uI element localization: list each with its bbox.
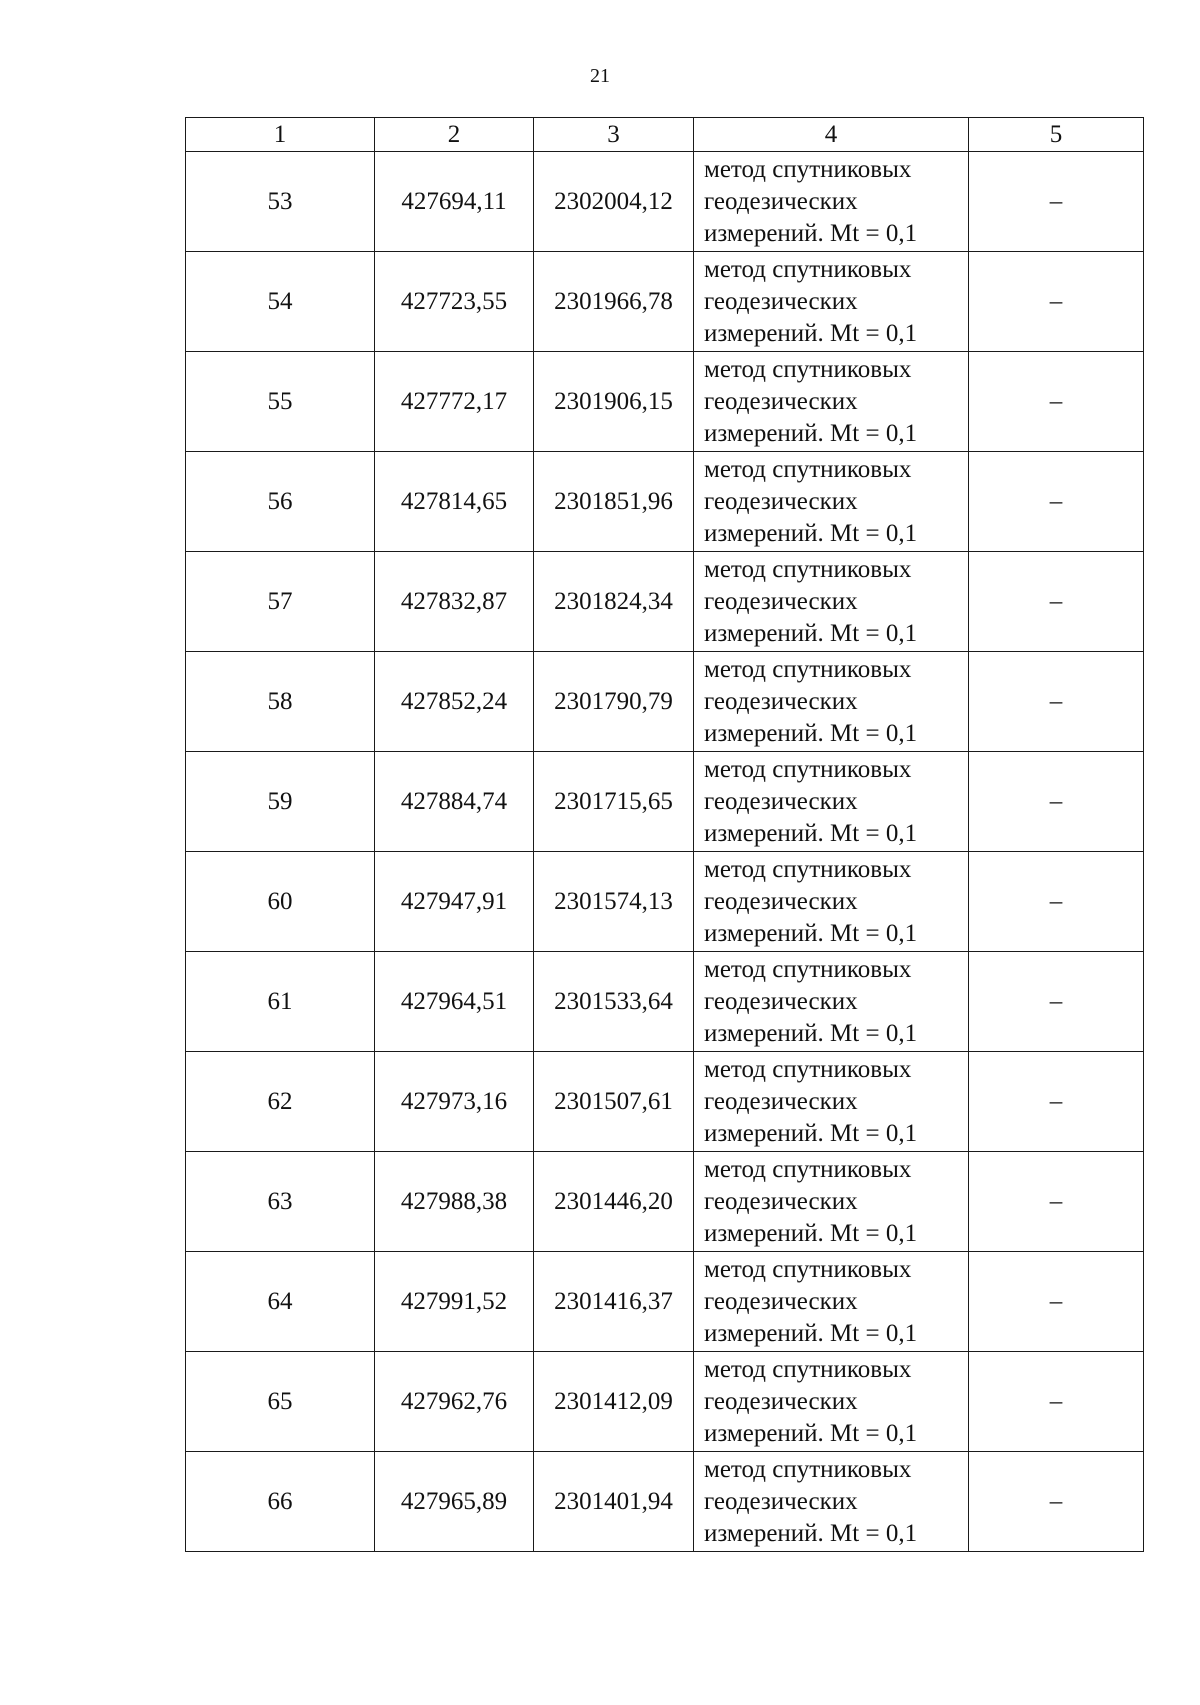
x-coordinate-cell: 427988,38 xyxy=(375,1152,534,1252)
method-line: метод спутниковых xyxy=(704,855,912,883)
x-coordinate-cell: 427947,91 xyxy=(375,852,534,952)
note-cell: – xyxy=(969,352,1144,452)
note-cell: – xyxy=(969,1252,1144,1352)
x-coordinate-cell: 427991,52 xyxy=(375,1252,534,1352)
table-row xyxy=(186,252,1144,352)
method-cell xyxy=(694,552,969,652)
method-line: измерений. Mt = 0,1 xyxy=(704,1219,918,1247)
note-cell: – xyxy=(969,552,1144,652)
point-number-cell: 58 xyxy=(186,652,375,752)
method-line: измерений. Mt = 0,1 xyxy=(704,319,918,347)
method-line: измерений. Mt = 0,1 xyxy=(704,1419,918,1447)
x-coordinate-cell: 427723,55 xyxy=(375,252,534,352)
table-row xyxy=(186,452,1144,552)
method-line: измерений. Mt = 0,1 xyxy=(704,1019,918,1047)
point-number-cell: 57 xyxy=(186,552,375,652)
method-cell xyxy=(694,1052,969,1152)
method-line: геодезических xyxy=(704,1387,858,1415)
method-line: геодезических xyxy=(704,1087,858,1115)
x-coordinate-cell: 427964,51 xyxy=(375,952,534,1052)
y-coordinate-cell: 2301533,64 xyxy=(534,952,694,1052)
method-line: геодезических xyxy=(704,1287,858,1315)
method-cell xyxy=(694,152,969,252)
y-coordinate-cell: 2301507,61 xyxy=(534,1052,694,1152)
table-row xyxy=(186,952,1144,1052)
note-cell: – xyxy=(969,952,1144,1052)
note-cell: – xyxy=(969,852,1144,952)
method-line: метод спутниковых xyxy=(704,555,912,583)
method-line: измерений. Mt = 0,1 xyxy=(704,1519,918,1547)
method-line: метод спутниковых xyxy=(704,355,912,383)
method-line: измерений. Mt = 0,1 xyxy=(704,1119,918,1147)
y-coordinate-cell: 2301906,15 xyxy=(534,352,694,452)
y-coordinate-cell: 2301574,13 xyxy=(534,852,694,952)
method-line: геодезических xyxy=(704,787,858,815)
note-cell: – xyxy=(969,152,1144,252)
note-cell: – xyxy=(969,252,1144,352)
table-row xyxy=(186,152,1144,252)
method-cell xyxy=(694,452,969,552)
x-coordinate-cell: 427962,76 xyxy=(375,1352,534,1452)
method-line: метод спутниковых xyxy=(704,1155,912,1183)
header-cell-2: 2 xyxy=(375,118,534,152)
point-number-cell: 55 xyxy=(186,352,375,452)
method-line: измерений. Mt = 0,1 xyxy=(704,919,918,947)
note-cell: – xyxy=(969,1152,1144,1252)
method-line: измерений. Mt = 0,1 xyxy=(704,819,918,847)
table-row xyxy=(186,552,1144,652)
method-line: геодезических xyxy=(704,487,858,515)
point-number-cell: 60 xyxy=(186,852,375,952)
method-line: геодезических xyxy=(704,187,858,215)
point-number-cell: 63 xyxy=(186,1152,375,1252)
note-cell: – xyxy=(969,1352,1144,1452)
x-coordinate-cell: 427832,87 xyxy=(375,552,534,652)
table-row xyxy=(186,652,1144,752)
point-number-cell: 64 xyxy=(186,1252,375,1352)
method-cell xyxy=(694,1352,969,1452)
table-row xyxy=(186,852,1144,952)
x-coordinate-cell: 427973,16 xyxy=(375,1052,534,1152)
point-number-cell: 54 xyxy=(186,252,375,352)
method-line: измерений. Mt = 0,1 xyxy=(704,1319,918,1347)
method-line: геодезических xyxy=(704,387,858,415)
method-line: метод спутниковых xyxy=(704,1055,912,1083)
method-line: измерений. Mt = 0,1 xyxy=(704,219,918,247)
point-number-cell: 53 xyxy=(186,152,375,252)
method-cell xyxy=(694,752,969,852)
y-coordinate-cell: 2301824,34 xyxy=(534,552,694,652)
point-number-cell: 59 xyxy=(186,752,375,852)
header-cell-5: 5 xyxy=(969,118,1144,152)
point-number-cell: 56 xyxy=(186,452,375,552)
method-line: геодезических xyxy=(704,987,858,1015)
header-cell-4: 4 xyxy=(694,118,969,152)
header-cell-3: 3 xyxy=(534,118,694,152)
method-line: измерений. Mt = 0,1 xyxy=(704,619,918,647)
method-line: геодезических xyxy=(704,1487,858,1515)
method-cell xyxy=(694,1152,969,1252)
header-row xyxy=(186,118,1144,152)
x-coordinate-cell: 427884,74 xyxy=(375,752,534,852)
y-coordinate-cell: 2301851,96 xyxy=(534,452,694,552)
table-header xyxy=(186,118,1144,152)
x-coordinate-cell: 427814,65 xyxy=(375,452,534,552)
x-coordinate-cell: 427852,24 xyxy=(375,652,534,752)
table-row xyxy=(186,752,1144,852)
y-coordinate-cell: 2301715,65 xyxy=(534,752,694,852)
method-cell xyxy=(694,852,969,952)
table-row xyxy=(186,1352,1144,1452)
method-line: метод спутниковых xyxy=(704,155,912,183)
table-row xyxy=(186,1052,1144,1152)
method-line: метод спутниковых xyxy=(704,655,912,683)
table-body xyxy=(186,152,1144,1552)
point-number-cell: 62 xyxy=(186,1052,375,1152)
x-coordinate-cell: 427772,17 xyxy=(375,352,534,452)
method-line: геодезических xyxy=(704,887,858,915)
note-cell: – xyxy=(969,1452,1144,1552)
method-line: метод спутниковых xyxy=(704,1255,912,1283)
method-line: измерений. Mt = 0,1 xyxy=(704,719,918,747)
x-coordinate-cell: 427694,11 xyxy=(375,152,534,252)
method-line: метод спутниковых xyxy=(704,755,912,783)
table-row xyxy=(186,352,1144,452)
coordinates-table xyxy=(185,117,1144,1552)
method-cell xyxy=(694,1452,969,1552)
method-line: метод спутниковых xyxy=(704,955,912,983)
method-line: метод спутниковых xyxy=(704,455,912,483)
method-line: измерений. Mt = 0,1 xyxy=(704,419,918,447)
method-line: метод спутниковых xyxy=(704,1455,912,1483)
y-coordinate-cell: 2301446,20 xyxy=(534,1152,694,1252)
point-number-cell: 66 xyxy=(186,1452,375,1552)
note-cell: – xyxy=(969,1052,1144,1152)
y-coordinate-cell: 2301401,94 xyxy=(534,1452,694,1552)
note-cell: – xyxy=(969,652,1144,752)
method-cell xyxy=(694,252,969,352)
y-coordinate-cell: 2302004,12 xyxy=(534,152,694,252)
x-coordinate-cell: 427965,89 xyxy=(375,1452,534,1552)
page-number: 21 xyxy=(590,65,610,87)
method-cell xyxy=(694,652,969,752)
method-line: метод спутниковых xyxy=(704,1355,912,1383)
y-coordinate-cell: 2301966,78 xyxy=(534,252,694,352)
table-row xyxy=(186,1452,1144,1552)
method-cell xyxy=(694,1252,969,1352)
y-coordinate-cell: 2301412,09 xyxy=(534,1352,694,1452)
note-cell: – xyxy=(969,752,1144,852)
y-coordinate-cell: 2301416,37 xyxy=(534,1252,694,1352)
point-number-cell: 61 xyxy=(186,952,375,1052)
method-line: геодезических xyxy=(704,287,858,315)
method-line: метод спутниковых xyxy=(704,255,912,283)
method-line: геодезических xyxy=(704,587,858,615)
method-cell xyxy=(694,352,969,452)
method-line: измерений. Mt = 0,1 xyxy=(704,519,918,547)
table-row xyxy=(186,1152,1144,1252)
method-line: геодезических xyxy=(704,687,858,715)
table-row xyxy=(186,1252,1144,1352)
method-cell xyxy=(694,952,969,1052)
header-cell-1: 1 xyxy=(186,118,375,152)
y-coordinate-cell: 2301790,79 xyxy=(534,652,694,752)
point-number-cell: 65 xyxy=(186,1352,375,1452)
method-line: геодезических xyxy=(704,1187,858,1215)
note-cell: – xyxy=(969,452,1144,552)
